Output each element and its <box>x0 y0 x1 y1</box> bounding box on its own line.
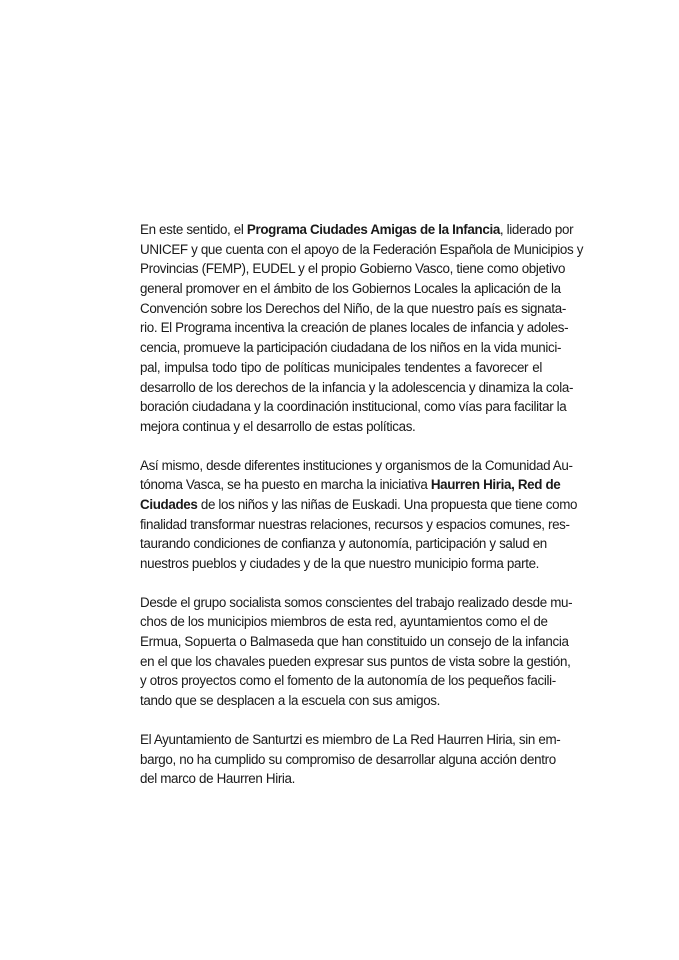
text-line <box>140 417 542 437</box>
text-line <box>140 279 561 299</box>
text-line <box>140 534 547 554</box>
text-run: finalidad transformar nuestras relaciones, recursos y espacios comunes, res- <box>140 516 570 532</box>
text-run: En este sentido, el <box>140 222 247 237</box>
text-line <box>140 612 548 632</box>
text-line <box>140 299 566 319</box>
paragraph <box>140 456 578 574</box>
text-run: en el que los chavales pueden expresar sus puntos de vista sobre la gestión, <box>140 653 571 669</box>
text-line <box>140 259 566 279</box>
bold-text: Programa Ciudades Amigas de la Infancia <box>246 222 500 237</box>
text-line <box>140 652 571 672</box>
text-line <box>140 515 570 535</box>
text-run: chos de los municipios miembros de esta red, ayuntamientos como el de <box>140 614 548 630</box>
text-line <box>140 593 573 613</box>
text-line <box>140 769 542 789</box>
bold-text: Haurren Hiria, Red de <box>430 477 561 493</box>
bold-text: Ciudades <box>140 496 198 512</box>
text-line <box>140 495 578 515</box>
text-line <box>140 456 573 476</box>
text-run: Provincias (FEMP), EUDEL y el propio Gobierno Vasco, tiene como objetivo <box>140 261 566 277</box>
text-line <box>140 750 556 770</box>
text-run: Así mismo, desde diferentes instituciones y organismos de la Comunidad Au- <box>140 457 573 473</box>
text-line <box>140 730 561 750</box>
text-run: Desde el grupo socialista somos conscientes del trabajo realizado desde mu- <box>140 594 573 610</box>
paragraph <box>140 220 584 437</box>
text-run: , liderado por <box>499 222 574 237</box>
text-run: del marco de Haurren Hiria. <box>140 771 296 787</box>
text-run: de los niños y las niñas de Euskadi. Una propuesta que tiene como <box>197 496 578 512</box>
text-run: El Ayuntamiento de Santurtzi es miembro de La Red Haurren Hiria, sin em- <box>140 731 561 747</box>
paragraph <box>140 593 573 711</box>
text-line <box>140 378 574 398</box>
text-line <box>140 240 584 260</box>
text-run: desarrollo de los derechos de la infancia y la adolescencia y dinamiza la cola- <box>140 379 574 395</box>
text-run: pal, impulsa todo tipo de políticas municipales tendentes a favorecer el <box>140 359 542 375</box>
text-line <box>140 475 561 495</box>
text-run: cencia, promueve la participación ciudadana de los niños en la vida munici- <box>140 340 562 356</box>
text-run: boración ciudadana y la coordinación institucional, como vías para facilitar la <box>140 399 567 415</box>
text-run: Ermua, Sopuerta o Balmaseda que han constituido un consejo de la infancia <box>140 634 569 650</box>
text-run: general promover en el ámbito de los Gobiernos Locales la aplicación de la <box>140 281 561 297</box>
text-run: tando que se desplacen a la escuela con sus amigos. <box>140 693 441 709</box>
text-line <box>140 554 542 574</box>
text-line <box>140 691 542 711</box>
text-line <box>140 671 556 691</box>
text-line <box>140 318 569 338</box>
text-line <box>140 358 542 378</box>
paragraph <box>140 730 561 789</box>
text-line <box>140 632 569 652</box>
text-line <box>140 397 567 417</box>
text-run: rio. El Programa incentiva la creación de planes locales de infancia y adoles- <box>140 320 569 336</box>
text-run: mejora continua y el desarrollo de estas políticas. <box>140 418 416 434</box>
text-run: UNICEF y que cuenta con el apoyo de la Federación Española de Municipios y <box>140 241 584 257</box>
text-run: tónoma Vasca, se ha puesto en marcha la iniciativa <box>140 477 431 493</box>
text-run: Convención sobre los Derechos del Niño, de la que nuestro país es signata- <box>140 300 566 316</box>
text-line <box>140 220 574 240</box>
text-run: bargo, no ha cumplido su compromiso de desarrollar alguna acción dentro <box>140 751 556 767</box>
text-run: y otros proyectos como el fomento de la autonomía de los pequeños facili- <box>140 673 556 689</box>
text-run: taurando condiciones de confianza y autonomía, participación y salud en <box>140 536 547 552</box>
document-body <box>140 220 584 808</box>
text-line <box>140 338 562 358</box>
text-run: nuestros pueblos y ciudades y de la que nuestro municipio forma parte. <box>140 556 540 571</box>
